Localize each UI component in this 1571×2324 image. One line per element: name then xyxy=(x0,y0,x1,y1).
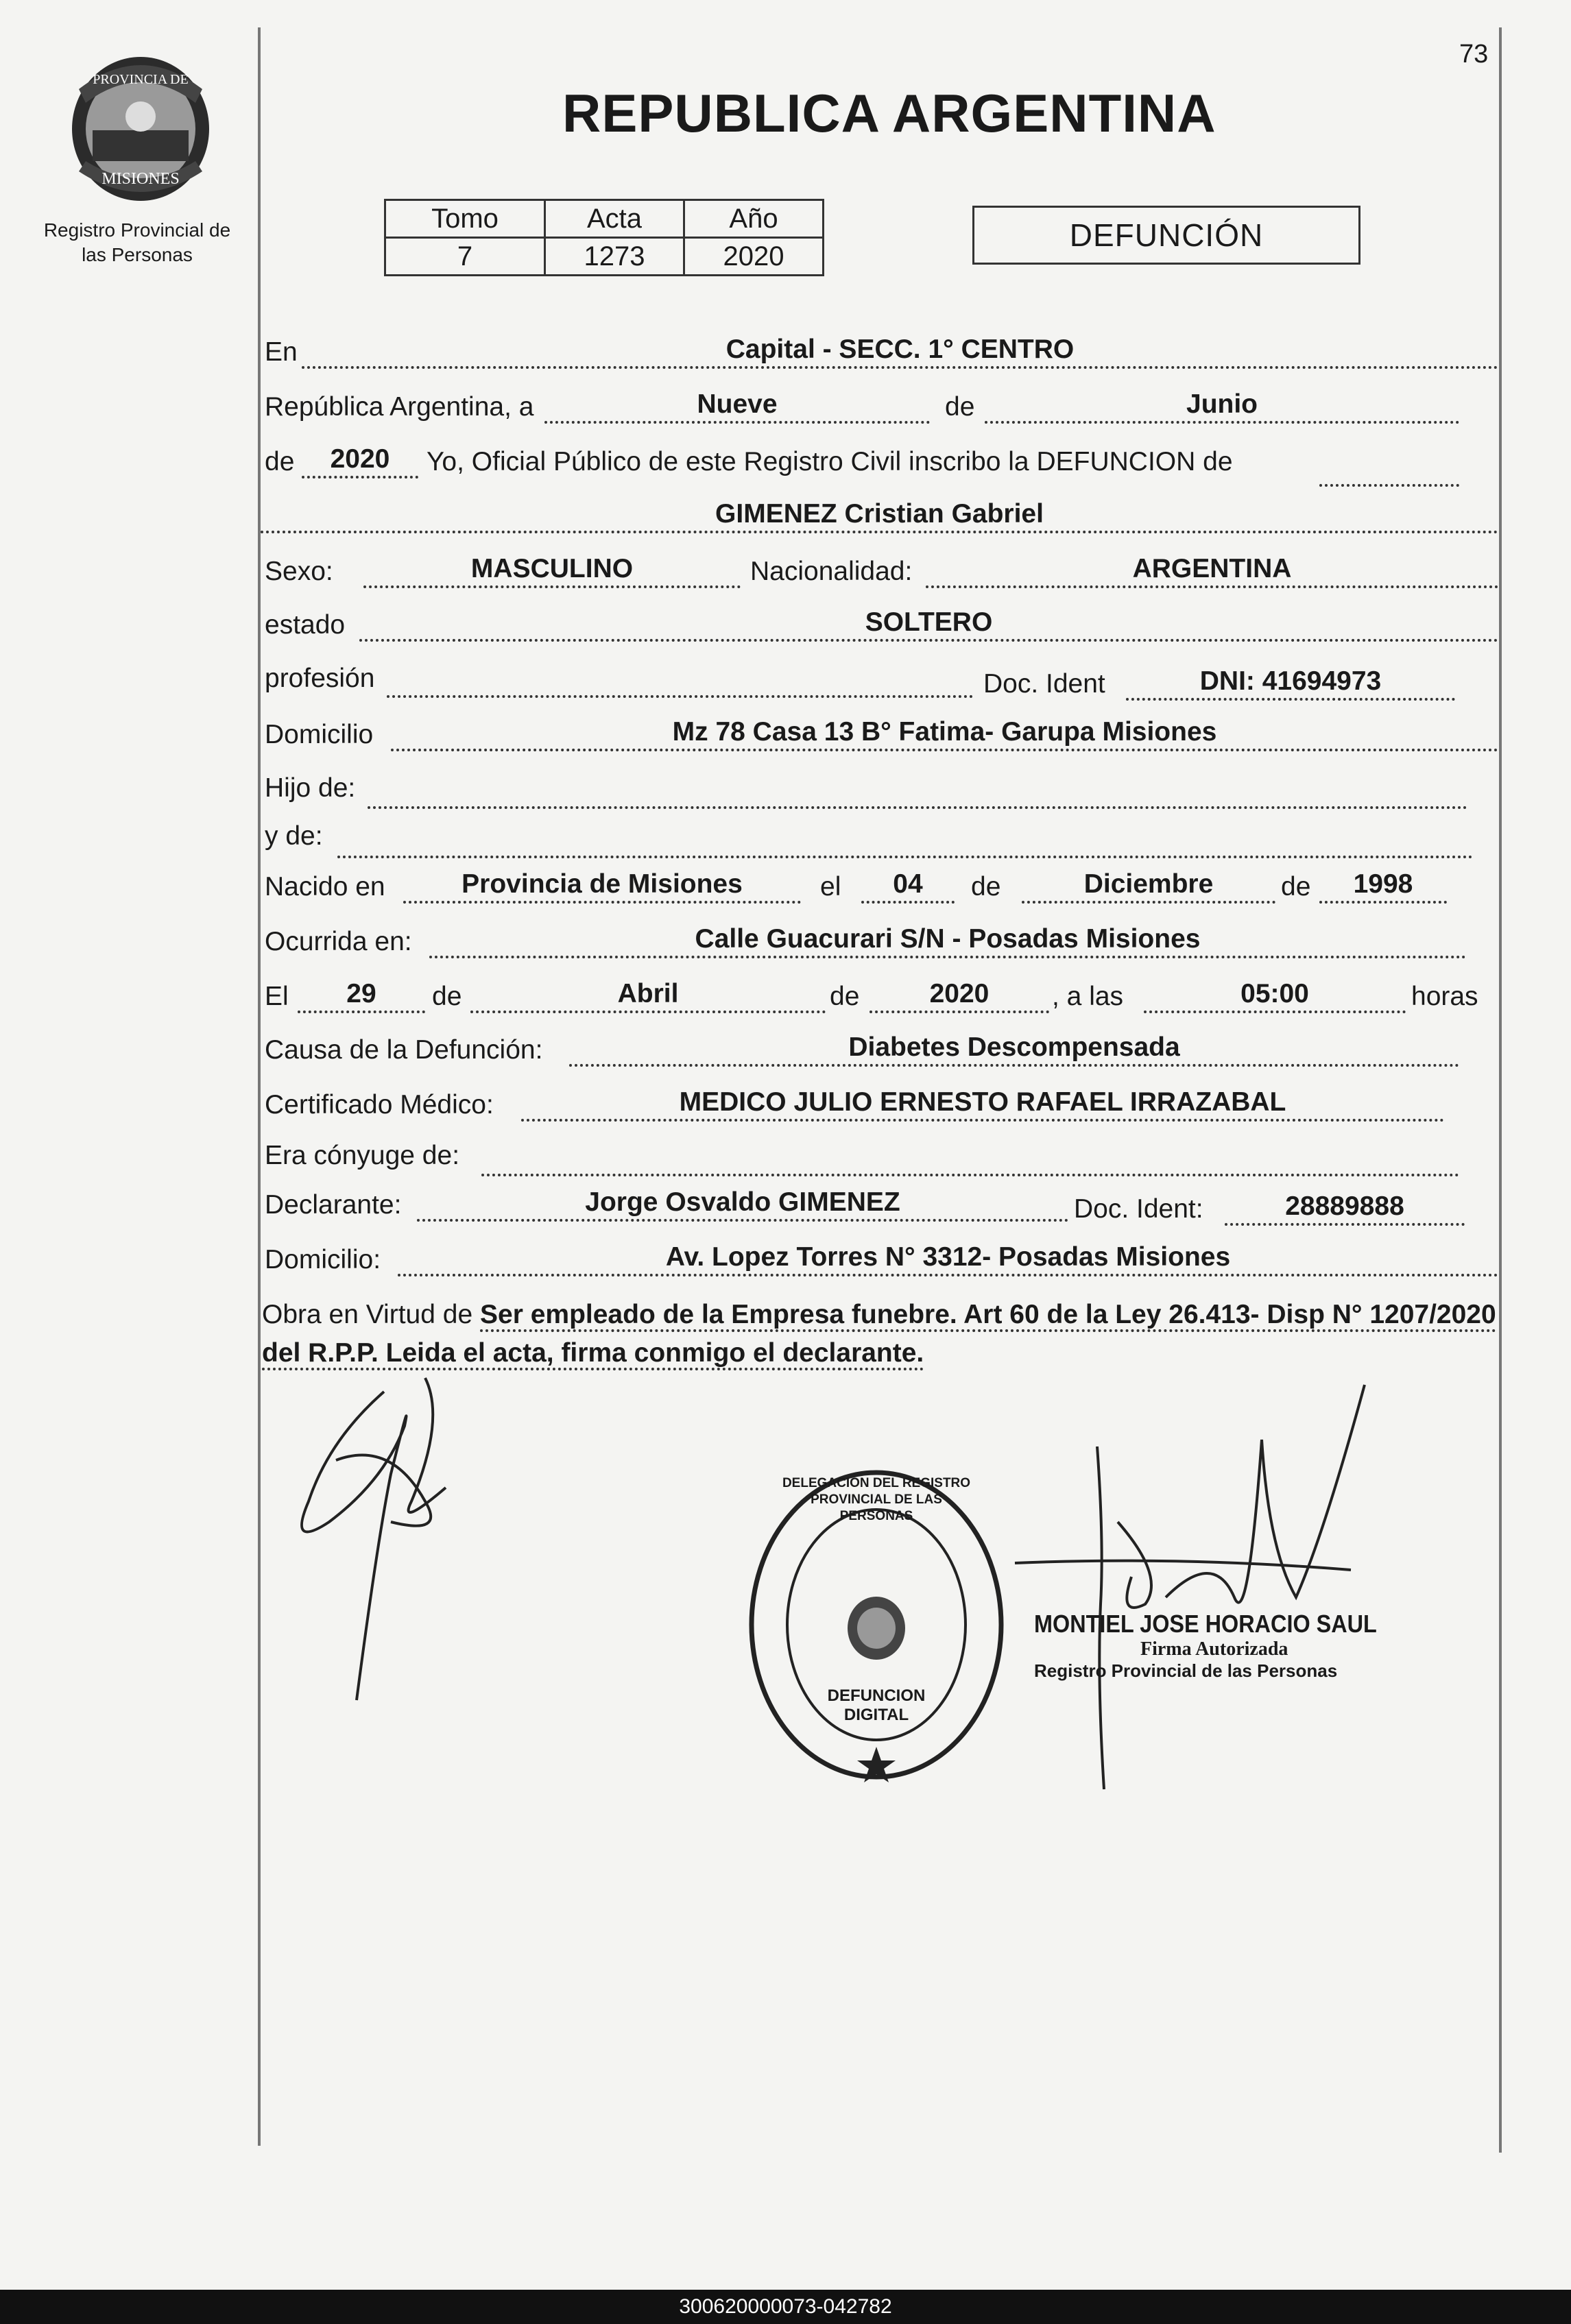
de-label-2: de xyxy=(265,447,295,476)
spouse-field xyxy=(481,1146,1459,1176)
birth-month-field: Diciembre xyxy=(1022,868,1275,904)
page-number: 73 xyxy=(1459,40,1489,69)
death-time-field: 05:00 xyxy=(1144,978,1406,1013)
certificado-label: Certificado Médico: xyxy=(265,1090,494,1119)
sexo-label: Sexo: xyxy=(265,557,333,586)
official-org: Registro Provincial de las Personas xyxy=(1034,1660,1338,1681)
ocurrida-label: Ocurrida en: xyxy=(265,927,412,956)
de-label-5: de xyxy=(432,982,462,1011)
day-field: Nueve xyxy=(544,388,930,424)
mother-field xyxy=(337,828,1473,858)
domicilio-label-2: Domicilio: xyxy=(265,1245,381,1274)
nationality-field: ARGENTINA xyxy=(926,553,1498,588)
conyuge-label: Era cónyuge de: xyxy=(265,1141,460,1170)
svg-text:MISIONES: MISIONES xyxy=(101,170,180,188)
republica-label: República Argentina, a xyxy=(265,392,534,422)
document-id-field: DNI: 41694973 xyxy=(1126,665,1455,701)
official-name: MONTIEL JOSE HORACIO SAUL xyxy=(1034,1610,1377,1638)
y-de-label: y de: xyxy=(265,821,323,851)
anio-value: 2020 xyxy=(684,238,824,276)
blank-line xyxy=(1319,457,1459,487)
declarant-name-field: Jorge Osvaldo GIMENEZ xyxy=(417,1186,1068,1222)
declarante-label: Declarante: xyxy=(265,1190,402,1220)
causa-label: Causa de la Defunción: xyxy=(265,1035,543,1065)
a-las-label: , a las xyxy=(1052,982,1124,1011)
de-label-6: de xyxy=(830,982,860,1011)
legal-basis-paragraph: Obra en Virtud de Ser empleado de la Empresa funebre. Art 60 de la Ley 26.413- Disp N° 1207/2020 del R.P.P. Leida el acta, firma conmigo el declarante. xyxy=(262,1296,1496,1372)
el-label-2: El xyxy=(265,982,289,1011)
registry-label: Registro Provincial de las Personas xyxy=(43,219,231,265)
death-month-field: Abril xyxy=(470,978,826,1013)
hijo-de-label: Hijo de: xyxy=(265,773,356,803)
legal-basis-value: Ser empleado de la Empresa funebre. Art 60 de la Ley 26.413- Disp N° 1207/2020 del R.P.P. Leida el acta, firma conmigo el declarante. xyxy=(262,1300,1496,1370)
seal-inner-text: DEFUNCION DIGITAL xyxy=(827,1686,926,1724)
official-signature xyxy=(1008,1371,1392,1796)
de-label-3: de xyxy=(971,872,1001,901)
birth-year-field: 1998 xyxy=(1319,868,1447,904)
misiones-coat-of-arms-icon xyxy=(65,48,216,206)
tomo-acta-anio-table: Tomo Acta Año 7 1273 2020 xyxy=(384,199,824,276)
birthplace-field: Provincia de Misiones xyxy=(403,868,801,904)
profession-field xyxy=(387,668,973,698)
el-label: el xyxy=(820,872,841,901)
year-field: 2020 xyxy=(302,443,418,479)
declarant-doc-field: 28889888 xyxy=(1225,1190,1465,1226)
domicilio-label: Domicilio xyxy=(265,720,374,749)
declarant-doc-label: Doc. Ident: xyxy=(1074,1194,1203,1224)
month-field: Junio xyxy=(985,388,1459,424)
seal-ring-text: DELEGACION DEL REGISTRO PROVINCIAL DE LAS PERSONAS xyxy=(782,1476,971,1523)
declarant-address-field: Av. Lopez Torres N° 3312- Posadas Misiones xyxy=(398,1241,1498,1276)
deceased-name-field: GIMENEZ Cristian Gabriel xyxy=(261,498,1498,533)
father-field xyxy=(368,779,1467,809)
page-title: REPUBLICA ARGENTINA xyxy=(562,83,1216,143)
profesion-label: profesión xyxy=(265,664,375,693)
barcode-number: 300620000073-042782 xyxy=(0,2290,1571,2324)
estado-label: estado xyxy=(265,610,346,640)
de-label-4: de xyxy=(1281,872,1311,901)
right-margin-line xyxy=(1499,27,1502,2153)
official-stamp xyxy=(1034,1610,1391,1682)
civil-status-field: SOLTERO xyxy=(359,606,1498,642)
nacionalidad-label: Nacionalidad: xyxy=(750,557,913,586)
de-label: de xyxy=(945,392,975,422)
svg-text:PROVINCIA DE: PROVINCIA DE xyxy=(93,72,189,87)
place-field: Capital - SECC. 1° CENTRO xyxy=(302,333,1498,369)
horas-label: horas xyxy=(1411,982,1478,1011)
medical-certificate-field: MEDICO JULIO ERNESTO RAFAEL IRRAZABAL xyxy=(521,1086,1444,1122)
address-field: Mz 78 Casa 13 B° Fatima- Garupa Misiones xyxy=(391,716,1498,751)
civil-registry-seal xyxy=(746,1467,1007,1782)
declarant-signature xyxy=(288,1364,507,1707)
death-place-field: Calle Guacurari S/N - Posadas Misiones xyxy=(429,923,1466,958)
birth-day-field: 04 xyxy=(861,868,955,904)
nacido-label: Nacido en xyxy=(265,872,385,901)
death-day-field: 29 xyxy=(298,978,425,1013)
official-role: Firma Autorizada xyxy=(1140,1638,1288,1660)
death-year-field: 2020 xyxy=(870,978,1049,1013)
cause-of-death-field: Diabetes Descompensada xyxy=(569,1031,1459,1067)
acta-value: 1273 xyxy=(545,238,684,276)
en-label: En xyxy=(265,337,298,367)
sex-field: MASCULINO xyxy=(363,553,741,588)
left-margin-line xyxy=(258,27,261,2146)
inscribo-text: Yo, Oficial Público de este Registro Civil inscribo la DEFUNCION de xyxy=(427,447,1233,476)
doc-ident-label: Doc. Ident xyxy=(983,669,1105,699)
document-type-box: DEFUNCIÓN xyxy=(972,206,1360,265)
tomo-value: 7 xyxy=(385,238,545,276)
